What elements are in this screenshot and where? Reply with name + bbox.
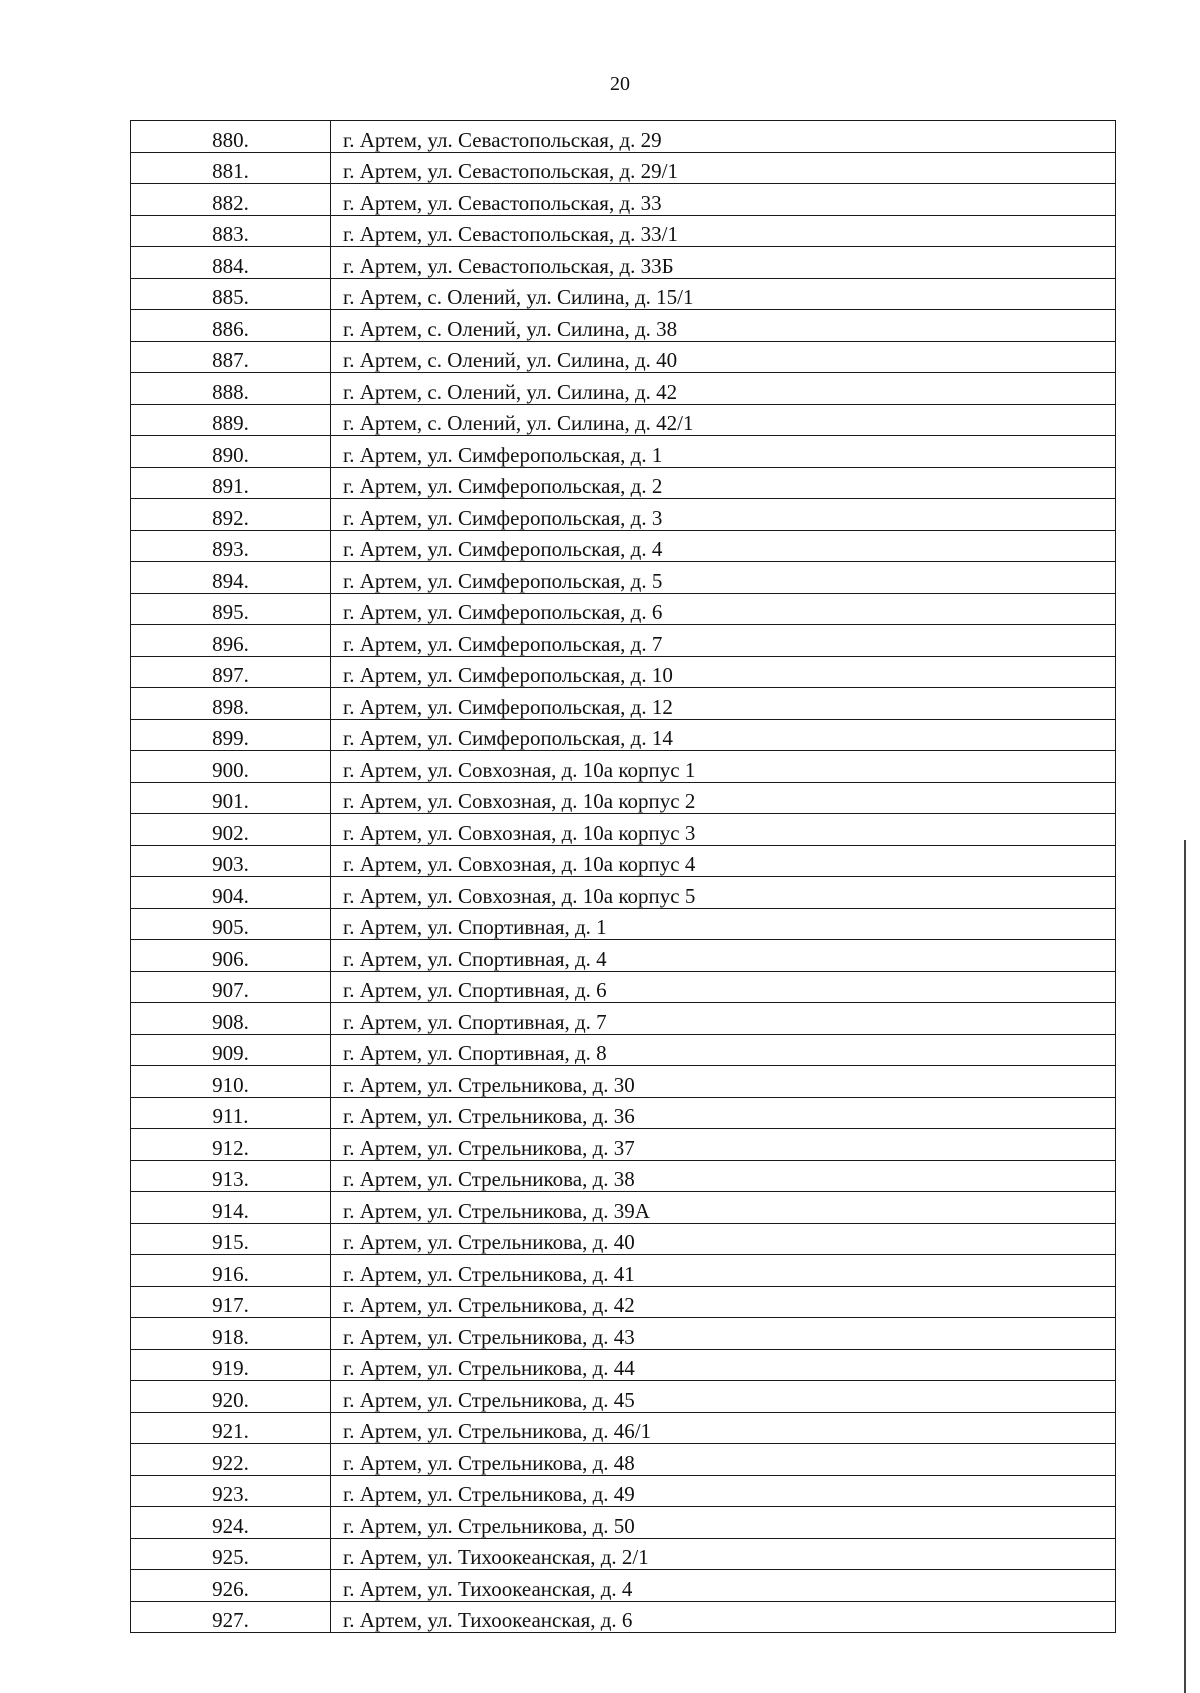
row-number: 919. [131, 1349, 331, 1381]
row-address: г. Артем, ул. Симферопольская, д. 2 [331, 467, 1116, 499]
row-number: 906. [131, 940, 331, 972]
row-address: г. Артем, ул. Стрельникова, д. 30 [331, 1066, 1116, 1098]
row-address: г. Артем, ул. Совхозная, д. 10а корпус 2 [331, 782, 1116, 814]
table-row [131, 1066, 1116, 1098]
row-address: г. Артем, ул. Стрельникова, д. 39А [331, 1192, 1116, 1224]
table-row [131, 467, 1116, 499]
row-number: 913. [131, 1160, 331, 1192]
row-address: г. Артем, ул. Тихоокеанская, д. 4 [331, 1570, 1116, 1602]
row-address: г. Артем, с. Олений, ул. Силина, д. 42 [331, 373, 1116, 405]
table-row [131, 971, 1116, 1003]
row-number: 899. [131, 719, 331, 751]
table-row [131, 404, 1116, 436]
row-address: г. Артем, ул. Стрельникова, д. 37 [331, 1129, 1116, 1161]
row-address: г. Артем, ул. Тихоокеанская, д. 6 [331, 1601, 1116, 1633]
row-address: г. Артем, ул. Спортивная, д. 8 [331, 1034, 1116, 1066]
row-address: г. Артем, ул. Симферопольская, д. 7 [331, 625, 1116, 657]
row-address: г. Артем, ул. Стрельникова, д. 50 [331, 1507, 1116, 1539]
row-number: 921. [131, 1412, 331, 1444]
row-number: 898. [131, 688, 331, 720]
table-row [131, 782, 1116, 814]
row-address: г. Артем, ул. Симферопольская, д. 10 [331, 656, 1116, 688]
table-row [131, 1223, 1116, 1255]
table-row [131, 121, 1116, 153]
table-row [131, 845, 1116, 877]
row-number: 881. [131, 152, 331, 184]
row-address: г. Артем, ул. Стрельникова, д. 48 [331, 1444, 1116, 1476]
row-number: 909. [131, 1034, 331, 1066]
row-address: г. Артем, ул. Совхозная, д. 10а корпус 1 [331, 751, 1116, 783]
address-table-body [131, 121, 1116, 1633]
table-row [131, 152, 1116, 184]
row-address: г. Артем, ул. Севастопольская, д. 33 [331, 184, 1116, 216]
table-row [131, 814, 1116, 846]
row-number: 905. [131, 908, 331, 940]
row-address: г. Артем, ул. Стрельникова, д. 43 [331, 1318, 1116, 1350]
row-address: г. Артем, с. Олений, ул. Силина, д. 15/1 [331, 278, 1116, 310]
row-address: г. Артем, ул. Стрельникова, д. 41 [331, 1255, 1116, 1287]
row-address: г. Артем, ул. Стрельникова, д. 45 [331, 1381, 1116, 1413]
row-number: 890. [131, 436, 331, 468]
row-number: 889. [131, 404, 331, 436]
table-row [131, 562, 1116, 594]
row-number: 925. [131, 1538, 331, 1570]
table-row [131, 656, 1116, 688]
row-number: 914. [131, 1192, 331, 1224]
row-number: 910. [131, 1066, 331, 1098]
table-row [131, 1034, 1116, 1066]
table-row [131, 436, 1116, 468]
address-table [130, 120, 1116, 1633]
row-address: г. Артем, ул. Симферопольская, д. 12 [331, 688, 1116, 720]
row-address: г. Артем, ул. Стрельникова, д. 40 [331, 1223, 1116, 1255]
row-number: 907. [131, 971, 331, 1003]
row-address: г. Артем, ул. Севастопольская, д. 29/1 [331, 152, 1116, 184]
table-row [131, 1160, 1116, 1192]
table-row [131, 1412, 1116, 1444]
row-number: 901. [131, 782, 331, 814]
table-row [131, 530, 1116, 562]
table-row [131, 1318, 1116, 1350]
row-number: 917. [131, 1286, 331, 1318]
row-number: 888. [131, 373, 331, 405]
table-row [131, 1381, 1116, 1413]
row-number: 887. [131, 341, 331, 373]
row-number: 904. [131, 877, 331, 909]
table-row [131, 593, 1116, 625]
row-number: 884. [131, 247, 331, 279]
row-address: г. Артем, ул. Севастопольская, д. 29 [331, 121, 1116, 153]
table-row [131, 1286, 1116, 1318]
row-address: г. Артем, ул. Спортивная, д. 1 [331, 908, 1116, 940]
row-address: г. Артем, ул. Симферопольская, д. 3 [331, 499, 1116, 531]
row-address: г. Артем, ул. Стрельникова, д. 36 [331, 1097, 1116, 1129]
row-address: г. Артем, ул. Стрельникова, д. 42 [331, 1286, 1116, 1318]
table-row [131, 719, 1116, 751]
table-row [131, 1255, 1116, 1287]
table-row [131, 1003, 1116, 1035]
table-row [131, 1192, 1116, 1224]
row-number: 912. [131, 1129, 331, 1161]
row-number: 896. [131, 625, 331, 657]
row-address: г. Артем, ул. Симферопольская, д. 5 [331, 562, 1116, 594]
table-row [131, 341, 1116, 373]
row-number: 886. [131, 310, 331, 342]
row-number: 924. [131, 1507, 331, 1539]
row-address: г. Артем, ул. Совхозная, д. 10а корпус 3 [331, 814, 1116, 846]
scan-edge-line [1184, 840, 1186, 1693]
table-row [131, 1507, 1116, 1539]
table-row [131, 247, 1116, 279]
page-number: 20 [610, 73, 630, 95]
row-number: 882. [131, 184, 331, 216]
row-number: 916. [131, 1255, 331, 1287]
table-row [131, 1601, 1116, 1633]
table-row [131, 1097, 1116, 1129]
row-number: 926. [131, 1570, 331, 1602]
table-row [131, 1129, 1116, 1161]
table-row [131, 1444, 1116, 1476]
row-number: 894. [131, 562, 331, 594]
row-number: 923. [131, 1475, 331, 1507]
row-number: 922. [131, 1444, 331, 1476]
row-address: г. Артем, с. Олений, ул. Силина, д. 42/1 [331, 404, 1116, 436]
row-address: г. Артем, ул. Совхозная, д. 10а корпус 4 [331, 845, 1116, 877]
table-row [131, 499, 1116, 531]
row-number: 918. [131, 1318, 331, 1350]
row-number: 911. [131, 1097, 331, 1129]
table-row [131, 1570, 1116, 1602]
table-row [131, 1475, 1116, 1507]
table-row [131, 908, 1116, 940]
row-address: г. Артем, ул. Севастопольская, д. 33/1 [331, 215, 1116, 247]
row-address: г. Артем, ул. Стрельникова, д. 49 [331, 1475, 1116, 1507]
row-number: 908. [131, 1003, 331, 1035]
row-number: 915. [131, 1223, 331, 1255]
row-number: 920. [131, 1381, 331, 1413]
row-number: 880. [131, 121, 331, 153]
row-address: г. Артем, ул. Севастопольская, д. 33Б [331, 247, 1116, 279]
row-address: г. Артем, ул. Спортивная, д. 7 [331, 1003, 1116, 1035]
row-number: 897. [131, 656, 331, 688]
row-address: г. Артем, ул. Симферопольская, д. 4 [331, 530, 1116, 562]
table-row [131, 278, 1116, 310]
row-address: г. Артем, ул. Симферопольская, д. 14 [331, 719, 1116, 751]
row-number: 893. [131, 530, 331, 562]
table-row [131, 373, 1116, 405]
table-row [131, 215, 1116, 247]
row-address: г. Артем, ул. Спортивная, д. 6 [331, 971, 1116, 1003]
row-address: г. Артем, ул. Спортивная, д. 4 [331, 940, 1116, 972]
row-address: г. Артем, ул. Стрельникова, д. 44 [331, 1349, 1116, 1381]
row-number: 892. [131, 499, 331, 531]
table-row [131, 688, 1116, 720]
row-number: 895. [131, 593, 331, 625]
table-row [131, 751, 1116, 783]
row-address: г. Артем, ул. Совхозная, д. 10а корпус 5 [331, 877, 1116, 909]
row-number: 927. [131, 1601, 331, 1633]
table-row [131, 1538, 1116, 1570]
table-row [131, 940, 1116, 972]
row-number: 883. [131, 215, 331, 247]
row-number: 891. [131, 467, 331, 499]
row-address: г. Артем, ул. Стрельникова, д. 46/1 [331, 1412, 1116, 1444]
row-number: 903. [131, 845, 331, 877]
row-address: г. Артем, с. Олений, ул. Силина, д. 40 [331, 341, 1116, 373]
table-row [131, 625, 1116, 657]
row-address: г. Артем, ул. Симферопольская, д. 1 [331, 436, 1116, 468]
table-row [131, 1349, 1116, 1381]
table-row [131, 877, 1116, 909]
row-address: г. Артем, с. Олений, ул. Силина, д. 38 [331, 310, 1116, 342]
table-row [131, 184, 1116, 216]
row-number: 885. [131, 278, 331, 310]
row-number: 900. [131, 751, 331, 783]
table-row [131, 310, 1116, 342]
row-address: г. Артем, ул. Симферопольская, д. 6 [331, 593, 1116, 625]
row-address: г. Артем, ул. Стрельникова, д. 38 [331, 1160, 1116, 1192]
row-number: 902. [131, 814, 331, 846]
row-address: г. Артем, ул. Тихоокеанская, д. 2/1 [331, 1538, 1116, 1570]
